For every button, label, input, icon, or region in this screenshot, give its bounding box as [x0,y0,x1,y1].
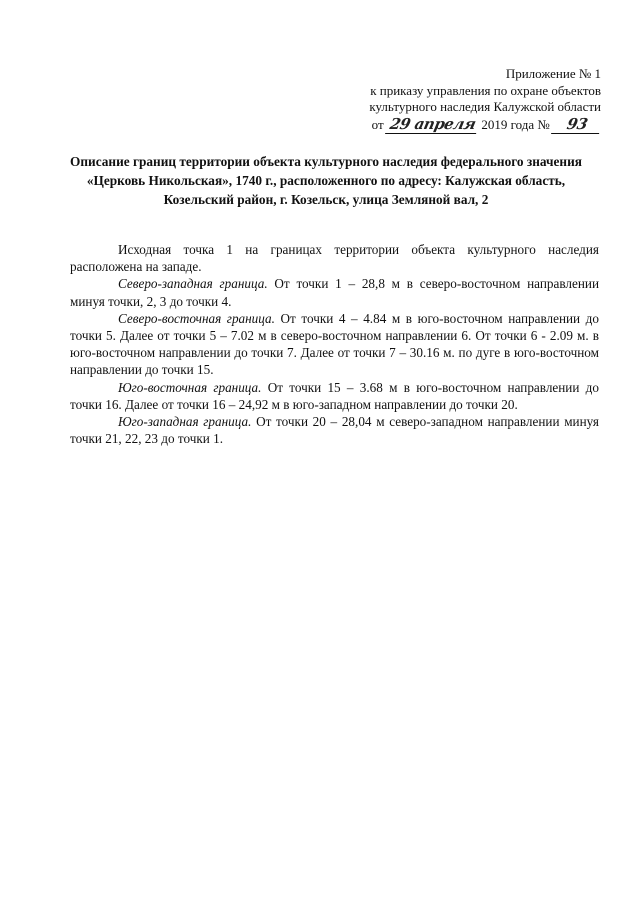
paragraph-text: Исходная точка 1 на границах территории объекта культурного наследия расположена на западе. [70,242,599,275]
paragraph-text: От точки 4 – 4.84 м в юго-восточном направлении до точки 5. Далее от точки 5 – 7.02 м в северо-восточном направлении 6. От точки 6 - 2.09 м. в юго-восточном направлении до точки 7. Далее от точки 7 – 30.16 м. по дуге в юго-восточном направлении до точки 15. [70,310,599,378]
authority-name: культурного наследия Калужской области [369,99,601,114]
boundary-description [70,241,599,447]
paragraph-lead: Северо-западная граница. [118,276,268,292]
paragraph-northeast [70,310,599,379]
document-title: Описание границ территории объекта культурного наследия федерального значения «Церковь Никольская», 1740 г., расположенного по адресу: Калужская область, Козельский район, г. Козельск, улица Земляной вал, 2 [70,154,582,207]
order-reference: к приказу управления по охране объектов [370,82,601,98]
paragraph-text: От точки 1 – 28,8 м в северо-восточном направлении минуя точки, 2, 3 до точки 4. [70,276,600,309]
paragraph-text: От точки 15 – 3.68 м в юго-восточном направлении до точки 16. Далее от точки 16 – 24,92 м в юго-западном направлении до точки 20. [70,379,599,412]
appendix-label: Приложение № 1 [505,66,601,81]
paragraph-lead: Юго-восточная граница. [118,379,262,395]
date-year: 2019 года № [481,116,550,132]
date-prefix: от [371,116,384,132]
paragraph-lead: Северо-восточная граница. [118,310,275,326]
handwritten-date: 29 апреля [385,116,480,134]
paragraph-text: От точки 20 – 28,04 м северо-западном направлении минуя точки 21, 22, 23 до точки 1. [70,414,599,447]
paragraph-southwest [70,413,599,447]
paragraph-southeast [70,379,599,413]
paragraph-northwest [70,275,599,309]
appendix-header [301,66,601,133]
order-date-line [301,116,601,134]
paragraph-start-point [70,241,599,275]
paragraph-lead: Юго-западная граница. [118,414,252,430]
handwritten-order-number: 93 [551,116,603,134]
